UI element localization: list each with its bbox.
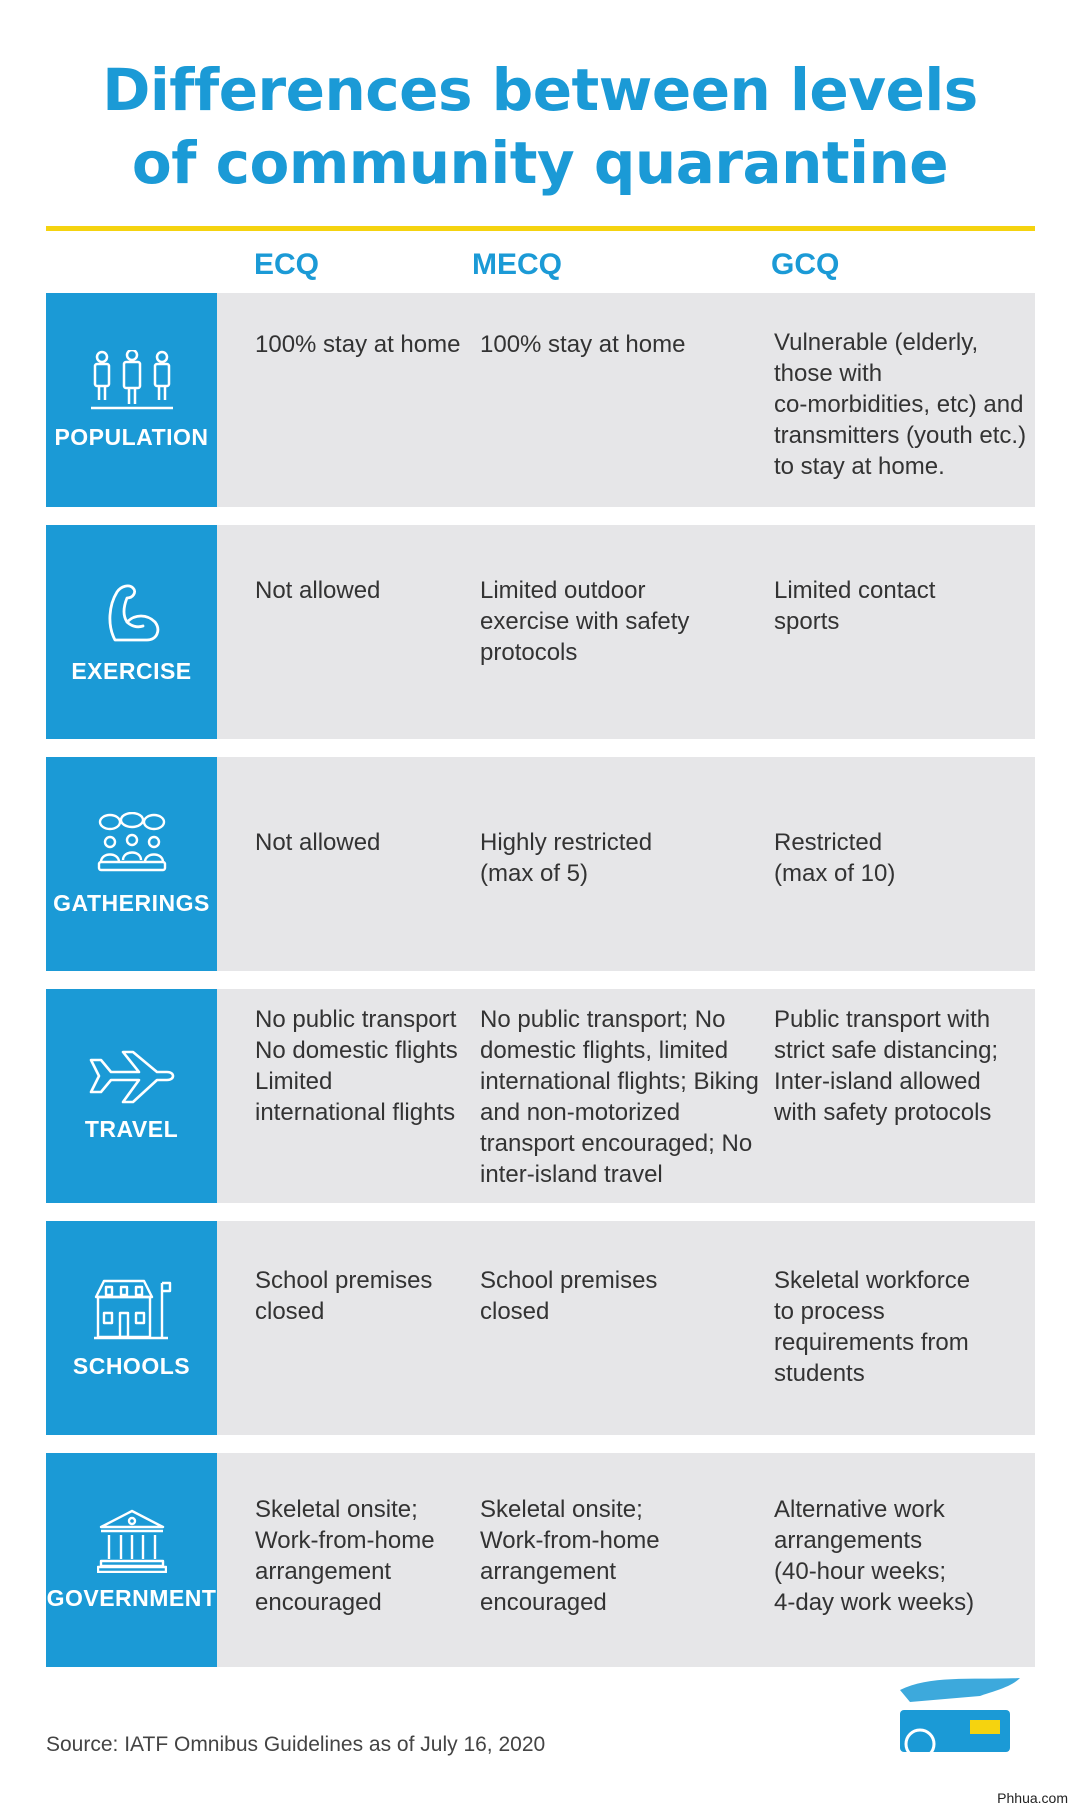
- cell-population-gcq: Vulnerable (elderly, those with co-morbidities, etc) and transmitters (youth etc.) to stay at home.: [774, 329, 1027, 480]
- row-exercise: [46, 525, 1035, 739]
- row-travel: [46, 989, 1035, 1203]
- column-header-gcq: GCQ: [771, 248, 840, 281]
- cell-exercise-ecq: Not allowed: [255, 577, 381, 604]
- row-label-text: GATHERINGS: [53, 889, 210, 916]
- people-icon: [87, 350, 177, 412]
- title-line-1: Differences between levels: [102, 56, 978, 124]
- column-header-ecq: ECQ: [254, 248, 320, 281]
- row-gatherings: [46, 757, 1035, 971]
- cell-population-ecq: 100% stay at home: [255, 331, 461, 358]
- column-header-mecq: MECQ: [472, 248, 562, 281]
- cell-government-ecq: Skeletal onsite; Work-from-home arrangement encouraged: [255, 1496, 435, 1616]
- cell-population-mecq: 100% stay at home: [480, 331, 686, 358]
- row-schools: [46, 1221, 1035, 1435]
- row-label-schools: [46, 1221, 217, 1435]
- cell-exercise-gcq: Limited contact sports: [774, 577, 936, 635]
- row-government: [46, 1453, 1035, 1667]
- row-label-text: POPULATION: [54, 423, 209, 450]
- government-building-icon: [97, 1509, 167, 1573]
- row-label-government: [46, 1453, 217, 1667]
- cell-gatherings-ecq: Not allowed: [255, 829, 381, 856]
- cell-travel-mecq: No public transport; No domestic flights, limited international flights; Biking and non-motorized transport encouraged; No inter-island travel: [480, 1006, 759, 1188]
- cell-government-gcq: Alternative work arrangements (40-hour weeks; 4-day work weeks): [774, 1496, 975, 1616]
- row-label-text: SCHOOLS: [72, 1352, 191, 1379]
- title-divider: [46, 226, 1035, 231]
- cell-gatherings-gcq: Restricted (max of 10): [774, 829, 896, 887]
- publisher-logo: [880, 1670, 1040, 1770]
- source-note: Source: IATF Omnibus Guidelines as of July 16, 2020: [46, 1733, 546, 1756]
- cell-schools-mecq: School premises closed: [480, 1267, 658, 1325]
- page-title: [0, 54, 1080, 200]
- row-label-exercise: [46, 525, 217, 739]
- cell-government-mecq: Skeletal onsite; Work-from-home arrangement encouraged: [480, 1496, 660, 1616]
- row-label-text: TRAVEL: [84, 1115, 179, 1142]
- cell-exercise-mecq: Limited outdoor exercise with safety protocols: [480, 577, 690, 666]
- watermark: Phhua.com: [997, 1790, 1068, 1806]
- row-label-text: EXERCISE: [71, 657, 192, 684]
- row-label-travel: [46, 989, 217, 1203]
- airplane-icon: [87, 1050, 177, 1104]
- cell-schools-ecq: School premises closed: [255, 1267, 433, 1325]
- title-line-2: of community quarantine: [131, 129, 949, 197]
- school-icon: [92, 1277, 172, 1341]
- row-label-text: GOVERNMENT: [46, 1584, 217, 1611]
- row-label-population: [46, 293, 217, 507]
- row-label-gatherings: [46, 757, 217, 971]
- cell-gatherings-mecq: Highly restricted (max of 5): [480, 829, 653, 887]
- cell-travel-gcq: Public transport with strict safe distancing; Inter-island allowed with safety protocols: [774, 1006, 999, 1126]
- meeting-icon: [96, 812, 168, 878]
- row-population: [46, 293, 1035, 507]
- cell-travel-ecq: No public transport No domestic flights Limited international flights: [255, 1006, 458, 1126]
- flexed-arm-icon: [97, 580, 167, 646]
- cell-schools-gcq: Skeletal workforce to process requirements from students: [774, 1267, 971, 1387]
